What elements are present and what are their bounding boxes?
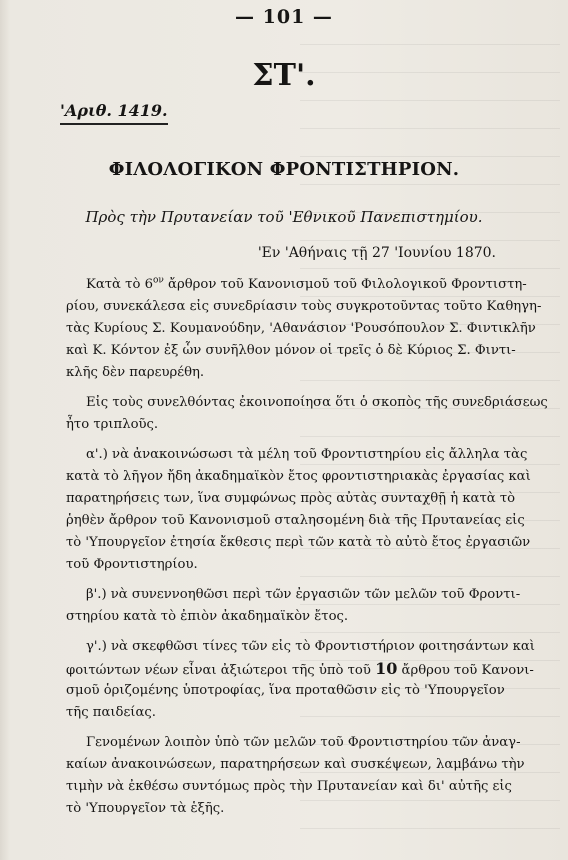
text-line: τιμὴν νὰ ἐκθέσω συντόμως πρὸς τὴν Πρυτανείαν καὶ δι' αὐτῆς εἰς [66,779,512,794]
text-line: ρίου, συνεκάλεσα εἰς συνεδρίασιν τοὺς συγκροτοῦντας τοῦτο Καθηγη- [66,299,542,314]
text-line: στηρίου κατὰ τὸ ἐπιὸν ἀκαδημαϊκὸν ἔτος. [66,609,349,624]
date-line: 'Εν 'Αθήναις τῇ 27 'Ιουνίου 1870. [257,245,496,261]
text-line: ῥηθὲν ἄρθρον τοῦ Κανονισμοῦ σταλησομένη διὰ τῆς Πρυτανείας εἰς [66,513,525,528]
text-line: κλῆς δὲν παρευρέθη. [66,365,205,380]
text-line: σμοῦ ὁριζομένης ὑποτροφίας, ἵνα προταθῶσιν εἰς τὸ 'Υπουργεῖον [66,683,505,698]
text-line: τῆς παιδείας. [66,705,156,720]
text-line [66,659,534,679]
text-span: ἄρθρου τοῦ Κανονι- [397,663,534,678]
text-span: Κατὰ τὸ 6 [86,277,153,292]
text-line: ἦτο τριπλοῦς. [66,417,159,432]
text-line: τοῦ Φροντιστηρίου. [66,557,198,572]
text-line: τὸ 'Υπουργεῖον ἐτησία ἔκθεσις περὶ τῶν κατὰ τὸ αὐτὸ ἔτος ἐργασιῶν [66,535,531,550]
page-number: — 101 — [235,6,333,28]
text-line: τὸ 'Υπουργεῖον τὰ ἑξῆς. [66,801,225,816]
text-line: α'.) νὰ ἀνακοινώσωσι τὰ μέλη τοῦ Φροντιστηρίου εἰς ἄλληλα τὰς [86,447,528,462]
text-line: κατὰ τὸ λῆγον ἤδη ἀκαδημαϊκὸν ἔτος φροντιστηριακὰς ἐργασίας καὶ [66,469,531,484]
text-line [86,275,527,293]
text-line: Γενομένων λοιπὸν ὑπὸ τῶν μελῶν τοῦ Φροντιστηρίου τῶν ἀναγ- [86,735,521,750]
text-line: β'.) νὰ συνεννοηθῶσι περὶ τῶν ἐργασιῶν τῶν μελῶν τοῦ Φροντι- [86,587,521,602]
text-line: καίων ἀνακοινώσεων, παρατηρήσεων καὶ συσκέψεων, λαμβάνω τὴν [66,757,525,772]
document-number: 'Αριθ. 1419. [60,101,168,125]
section-heading: ΣΤ'. [252,58,316,93]
article-number: 10 [375,659,398,678]
text-span: φοιτώντων νέων εἶναι ἀξιώτεροι τῆς ὑπὸ τοῦ [66,663,376,678]
text-line: τὰς Κυρίους Σ. Κουμανούδην, 'Αθανάσιον 'Ρουσόπουλον Σ. Φιντικλῆν [66,321,536,336]
text-line: Εἰς τοὺς συνελθόντας ἐκοινοποίησα ὅτι ὁ σκοπὸς τῆς συνεδριάσεως [86,395,548,410]
document-title: ΦΙΛΟΛΟΓΙΚΟΝ ΦΡΟΝΤΙΣΤΗΡΙΟΝ. [108,159,460,180]
ordinal-superscript: ον [152,275,164,286]
text-line: παρατηρήσεις των, ἵνα συμφώνως πρὸς αὐτὰς συνταχθῇ ἡ κατὰ τὸ [66,491,516,506]
text-line: καὶ Κ. Κόντον ἐξ ὧν συνῆλθον μόνον οἱ τρεῖς ὁ δὲ Κύριος Σ. Φιντι- [66,343,516,358]
text-line: γ'.) νὰ σκεφθῶσι τίνες τῶν εἰς τὸ Φροντιστήριον φοιτησάντων καὶ [86,639,535,654]
addressee-line: Πρὸς τὴν Πρυτανείαν τοῦ 'Εθνικοῦ Πανεπιστημίου. [85,208,483,226]
text-span: ἄρθρον τοῦ Κανονισμοῦ τοῦ Φιλολογικοῦ Φροντιστη- [163,277,527,292]
